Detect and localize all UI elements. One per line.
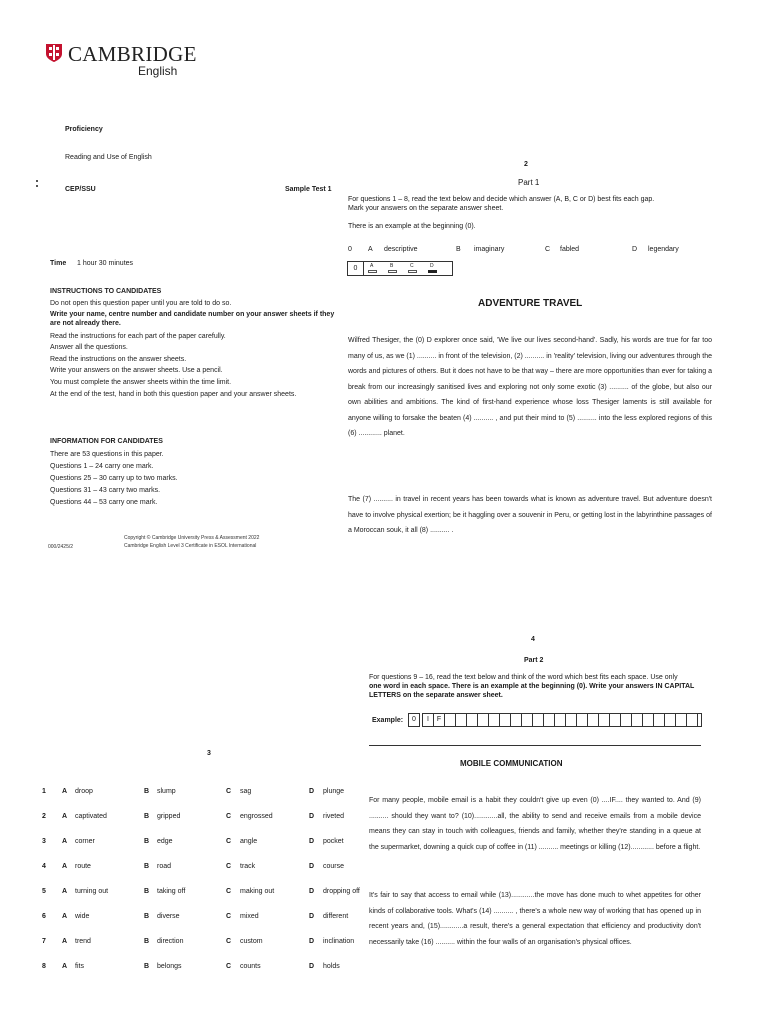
letter-box (632, 714, 643, 726)
question-number: 7 (42, 938, 46, 945)
reference-code: 000/2425/2 (48, 544, 74, 550)
letter-box (566, 714, 577, 726)
option-letter: D (309, 888, 315, 895)
option-b: taking off (157, 888, 186, 895)
option-letter: B (144, 938, 150, 945)
option-d: riveted (323, 813, 345, 820)
letter-box (456, 714, 467, 726)
option-a: descriptive (384, 246, 418, 253)
answer-bubble (408, 270, 417, 273)
option-letter: C (226, 788, 232, 795)
option-letter: A (62, 788, 68, 795)
letter-box (610, 714, 621, 726)
option-letter: C (226, 863, 232, 870)
letter-box: I (423, 714, 434, 726)
option-letter: B (456, 246, 461, 253)
option-letter: C (226, 938, 232, 945)
info-line: Questions 44 – 53 carry one mark. (50, 499, 158, 506)
option-c: sag (240, 788, 252, 795)
option-d: plunge (323, 788, 345, 795)
example-answer-grid (347, 261, 453, 276)
instruction-line: You must complete the answer sheets within the time limit. (50, 379, 232, 386)
paper-code: CEP/SSU (65, 186, 96, 193)
paper-name: Reading and Use of English (65, 154, 152, 161)
option-d: course (323, 863, 345, 870)
option-a: droop (75, 788, 93, 795)
part1-instructions: For questions 1 – 8, read the text below and decide which answer (A, B, C or D) best fits each gap. (348, 196, 655, 203)
option-c: angle (240, 838, 258, 845)
option-letter: A (62, 863, 68, 870)
example-label: Example: (372, 717, 404, 724)
option-b: edge (157, 838, 173, 845)
instruction-line: are not already there. (50, 320, 121, 327)
option-c: track (240, 863, 256, 870)
option-b: direction (157, 938, 184, 945)
letter-box (665, 714, 676, 726)
info-line: Questions 1 – 24 carry one mark. (50, 463, 154, 470)
info-line: Questions 31 – 43 carry two marks. (50, 487, 161, 494)
example-options-row (0, 246, 768, 258)
option-c: making out (240, 888, 275, 895)
grid-letter: A (370, 263, 374, 269)
option-letter: C (545, 246, 551, 253)
option-letter: D (309, 913, 315, 920)
info-heading: INFORMATION FOR CANDIDATES (50, 438, 163, 445)
part-heading: Part 2 (524, 657, 544, 664)
passage-paragraph: Wilfred Thesiger, the (0) D explorer once said, 'We live our lives second-hand'. Sadly, his words are true for far too many of us, as we (1) .......... in front of the television, (2) .......... in 'reality' television, living our adventures through the words and pictures of others. But it does not have to be that way – there are more opportunities than ever for taking a break from our increasingly sanitised lives and exploring not only some exotic (3) .......... of the globe, but also our own abilities and ambitions. The kind of first-hand experience whose loss Thesiger laments is still available for anyone willing to forsake the beaten (4) .......... , and put their mind to (5) .......... into the less explored regions of this (6) ............ planet. (348, 337, 712, 437)
example-number-box: 0 (408, 713, 420, 727)
option-letter: D (309, 863, 315, 870)
option-letter: B (144, 813, 150, 820)
option-letter: A (62, 888, 68, 895)
grid-letter: B (390, 263, 394, 269)
question-number: 5 (42, 888, 46, 895)
letter-box (621, 714, 632, 726)
option-b: gripped (157, 813, 181, 820)
letter-box (687, 714, 698, 726)
option-c: mixed (240, 913, 259, 920)
letter-box (522, 714, 533, 726)
option-a: corner (75, 838, 95, 845)
option-b: diverse (157, 913, 180, 920)
option-letter: A (62, 938, 68, 945)
option-c: fabled (560, 246, 580, 253)
instruction-line: Do not open this question paper until you are told to do so. (50, 300, 232, 307)
question-number: 2 (42, 813, 46, 820)
option-b: road (157, 863, 172, 870)
letter-box (577, 714, 588, 726)
option-a: turning out (75, 888, 109, 895)
copyright: Copyright © Cambridge University Press & Assessment 2022 (124, 535, 260, 541)
option-letter: D (309, 788, 315, 795)
certificate-name: Cambridge English Level 3 Certificate in ESOL International (124, 543, 257, 549)
option-letter: C (226, 963, 232, 970)
option-letter: C (226, 913, 232, 920)
info-line: Questions 25 – 30 carry up to two marks. (50, 475, 178, 482)
option-d: pocket (323, 838, 344, 845)
option-d: different (323, 913, 349, 920)
option-c: custom (240, 938, 263, 945)
passage-paragraph: For many people, mobile email is a habit they couldn't give up even (0) ....IF.... they wanted to. And (9) .......... should they want to? (10)............all, the ability to send and receive emails from a mobile device means they can stay in touch with colleagues, friends and family, whether they're standing in a queue at the supermarket, downing a quick cup of coffee in (11) .......... meetings or killing (12)............ before a flight. (369, 797, 701, 851)
option-letter: B (144, 913, 150, 920)
answer-bubble-filled (428, 270, 437, 273)
option-d: inclination (323, 938, 355, 945)
margin-dot (36, 185, 38, 187)
letter-box (544, 714, 555, 726)
part2-instructions: LETTERS on the separate answer sheet. (369, 692, 503, 699)
option-letter: B (144, 863, 150, 870)
sample-test-label: Sample Test 1 (285, 186, 332, 193)
passage-paragraph: The (7) .......... in travel in recent years has been towards what is known as adventure travel. But adventure doesn't have to involve physical exertion; be it haggling over a souvenir in Peru, or getting lost in the labyrinthine passages of a Moroccan souk, it all (8) .......... . (348, 496, 712, 534)
option-letter: D (309, 838, 315, 845)
option-b: slump (157, 788, 176, 795)
grid-letter: C (410, 263, 414, 269)
option-letter: B (144, 963, 150, 970)
instructions-heading: INSTRUCTIONS TO CANDIDATES (50, 288, 162, 295)
letter-box (676, 714, 687, 726)
question-number: 6 (42, 913, 46, 920)
part2-instructions: one word in each space. There is an example at the beginning (0). Write your answers IN CAPITAL (369, 683, 695, 690)
option-letter: A (368, 246, 373, 253)
time-label: Time (50, 260, 67, 267)
option-c: counts (240, 963, 261, 970)
letter-box (533, 714, 544, 726)
option-letter: D (309, 963, 315, 970)
example-letter-boxes (422, 713, 702, 727)
instruction-line: Read the instructions on the answer sheets. (50, 356, 187, 363)
letter-box (467, 714, 478, 726)
question-number: 4 (42, 863, 46, 870)
option-letter: A (62, 913, 68, 920)
option-letter: A (62, 813, 68, 820)
letter-box (588, 714, 599, 726)
option-d: holds (323, 963, 340, 970)
grid-letter: D (430, 263, 434, 269)
option-letter: B (144, 838, 150, 845)
instruction-line: Answer all the questions. (50, 344, 128, 351)
option-letter: D (309, 813, 315, 820)
option-letter: A (62, 963, 68, 970)
part1-instructions: Mark your answers on the separate answer sheet. (348, 205, 504, 212)
page-number: 4 (531, 636, 535, 643)
answer-bubble (388, 270, 397, 273)
option-b: belongs (157, 963, 182, 970)
option-a: trend (75, 938, 91, 945)
letter-box (654, 714, 665, 726)
exam-level: Proficiency (65, 126, 103, 133)
time-value: 1 hour 30 minutes (77, 260, 134, 267)
grid-number: 0 (348, 262, 364, 275)
page-number: 3 (207, 750, 211, 757)
text-title: ADVENTURE TRAVEL (478, 298, 583, 309)
letter-box (555, 714, 566, 726)
logo-name: CAMBRIDGE (68, 42, 197, 66)
option-letter: A (62, 838, 68, 845)
option-d: dropping off (323, 888, 360, 895)
question-number: 8 (42, 963, 46, 970)
part-heading: Part 1 (518, 178, 540, 187)
option-letter: C (226, 813, 232, 820)
option-letter: B (144, 788, 150, 795)
option-letter: B (144, 888, 150, 895)
letter-box (478, 714, 489, 726)
instruction-line: Read the instructions for each part of the paper carefully. (50, 333, 226, 340)
option-d: legendary (648, 246, 679, 253)
option-a: fits (75, 963, 84, 970)
letter-box (500, 714, 511, 726)
page-number: 2 (524, 161, 528, 168)
letter-box (599, 714, 610, 726)
letter-box (511, 714, 522, 726)
letter-box (643, 714, 654, 726)
question-number: 1 (42, 788, 46, 795)
option-letter: D (309, 938, 315, 945)
example-number: 0 (348, 246, 352, 253)
instruction-line: Write your answers on the answer sheets. Use a pencil. (50, 367, 223, 374)
option-a: wide (75, 913, 90, 920)
question-row (0, 863, 768, 875)
option-letter: C (226, 888, 232, 895)
instruction-line: Write your name, centre number and candidate number on your answer sheets if they (50, 311, 335, 318)
part2-instructions: For questions 9 – 16, read the text below and think of the word which best fits each space. Use only (369, 674, 678, 681)
passage-paragraph: It's fair to say that access to email while (13)............the move has done much to whet appetites for other kinds of collaborative tools. What's (14) .......... , there's a whole new way of working that has opened up in recent years and, (15)............a result, there's a general expectation that efficiency and productivity don't necessarily take (16) .......... within the four walls of an organisation's physical offices. (369, 892, 701, 946)
margin-dot (36, 180, 38, 182)
question-row (0, 963, 768, 975)
option-b: imaginary (474, 246, 505, 253)
logo-subtitle: English (138, 64, 178, 78)
info-line: There are 53 questions in this paper. (50, 451, 164, 458)
option-letter: C (226, 838, 232, 845)
divider-line (369, 745, 701, 746)
example-intro: There is an example at the beginning (0). (348, 223, 476, 230)
text-title: MOBILE COMMUNICATION (460, 759, 563, 768)
instruction-line: At the end of the test, hand in both this question paper and your answer sheets. (50, 391, 297, 398)
question-number: 3 (42, 838, 46, 845)
option-a: route (75, 863, 91, 870)
option-a: captivated (75, 813, 107, 820)
letter-box: F (434, 714, 445, 726)
letter-box (489, 714, 500, 726)
answer-bubble (368, 270, 377, 273)
option-letter: D (632, 246, 638, 253)
letter-box (445, 714, 456, 726)
option-c: engrossed (240, 813, 273, 820)
cambridge-shield-icon (45, 43, 63, 63)
